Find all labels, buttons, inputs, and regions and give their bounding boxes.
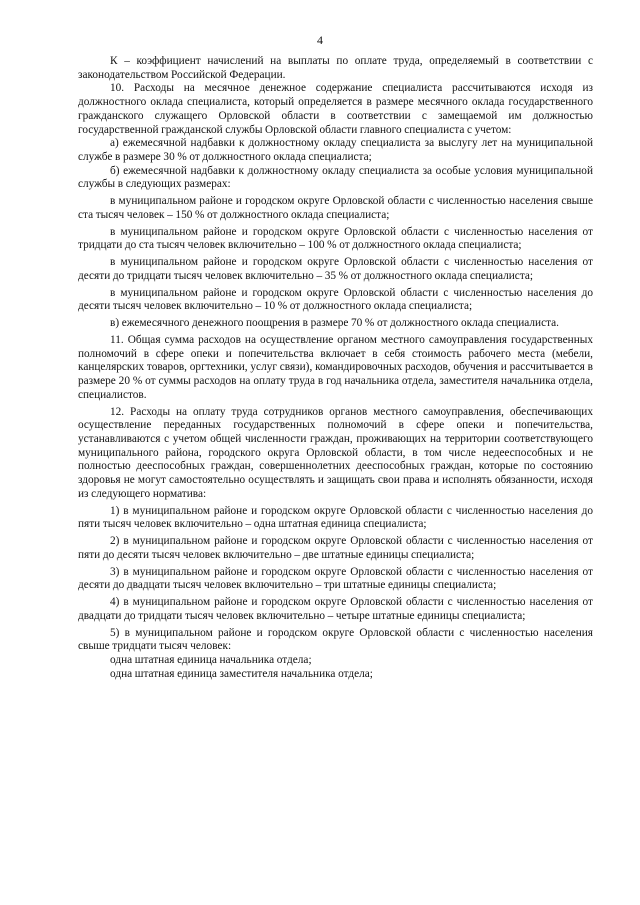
paragraph: в муниципальном районе и городском округе Орловской области с численностью населения от тридцати до ста тысяч человек включительно – 100 % от должностного оклада специалиста; — [78, 225, 593, 252]
paragraph: К – коэффициент начислений на выплаты по оплате труда, определяемый в соответствии с законодательством Российской Федерации. — [78, 55, 593, 81]
page-number: 4 — [317, 33, 323, 47]
paragraph: 1) в муниципальном районе и городском округе Орловской области с численностью населения до пяти тысяч человек включительно – одна штатная единица специалиста; — [78, 504, 593, 531]
paragraph: 12. Расходы на оплату труда сотрудников органов местного самоуправления, обеспечивающих осуществление переданных государственных полномочий в сфере опеки и попечительства, устанавливаются с учетом общей численности граждан, проживающих на территории соответствующего муниципального района, городского округа Орловской области, в том числе недееспособных и не полностью дееспособных граждан, совершеннолетних дееспособных граждан, которые по состоянию здоровья не могут самостоятельно осуществлять и защищать свои права и исполнять обязанности, исходя из следующего норматива: — [78, 405, 593, 500]
paragraph: 4) в муниципальном районе и городском округе Орловской области с численностью населения от двадцати до тридцати тысяч человек включительно – четыре штатные единицы специалиста; — [78, 596, 593, 622]
paragraph: в муниципальном районе и городском округе Орловской области с численностью населения от десяти до тридцати тысяч человек включительно – 35 % от должностного оклада специалиста; — [78, 256, 593, 282]
paragraph: в муниципальном районе и городском округе Орловской области с численностью населения свыше ста тысяч человек – 150 % от должностного оклада специалиста; — [78, 195, 593, 221]
paragraph: одна штатная единица начальника отдела; — [110, 653, 312, 666]
document-body — [78, 55, 593, 681]
paragraph: одна штатная единица заместителя начальника отдела; — [110, 667, 373, 680]
paragraph: 3) в муниципальном районе и городском округе Орловской области с численностью населения от десяти до двадцати тысяч человек включительно – три штатные единицы специалиста; — [78, 565, 593, 592]
paragraph: а) ежемесячной надбавки к должностному окладу специалиста за выслугу лет на муниципальной службе в размере 30 % от должностного оклада специалиста; — [78, 137, 593, 163]
paragraph: в муниципальном районе и городском округе Орловской области с численностью населения до десяти тысяч человек включительно – 10 % от должностного оклада специалиста; — [78, 286, 593, 313]
paragraph: 2) в муниципальном районе и городском округе Орловской области с численностью населения от пяти до десяти тысяч человек включительно – две штатные единицы специалиста; — [78, 535, 593, 561]
paragraph: в) ежемесячного денежного поощрения в размере 70 % от должностного оклада специалиста. — [110, 317, 560, 330]
paragraph: б) ежемесячной надбавки к должностному окладу специалиста за особые условия муниципальной службы в следующих размерах: — [78, 164, 593, 191]
paragraph: 10. Расходы на месячное денежное содержание специалиста рассчитываются исходя из должностного оклада специалиста, который определяется в размере месячного оклада государственного гражданского служащего Орловской области в соответствии с замещаемой им должностью государственной гражданской службы Орловской области главного специалиста с учетом: — [78, 82, 593, 136]
paragraph: 5) в муниципальном районе и городском округе Орловской области с численностью населения свыше тридцати тысяч человек: — [78, 626, 593, 653]
paragraph: 11. Общая сумма расходов на осуществление органом местного самоуправления государственных полномочий в сфере опеки и попечительства включает в себя стоимость рабочего места (мебели, канцелярских товаров, оргтехники, услуг связи), командировочных расходов, обучения и рассчитывается в размере 20 % от суммы расходов на оплату труда в год начальника отдела, заместителя начальника отдела, специалистов. — [78, 333, 593, 401]
